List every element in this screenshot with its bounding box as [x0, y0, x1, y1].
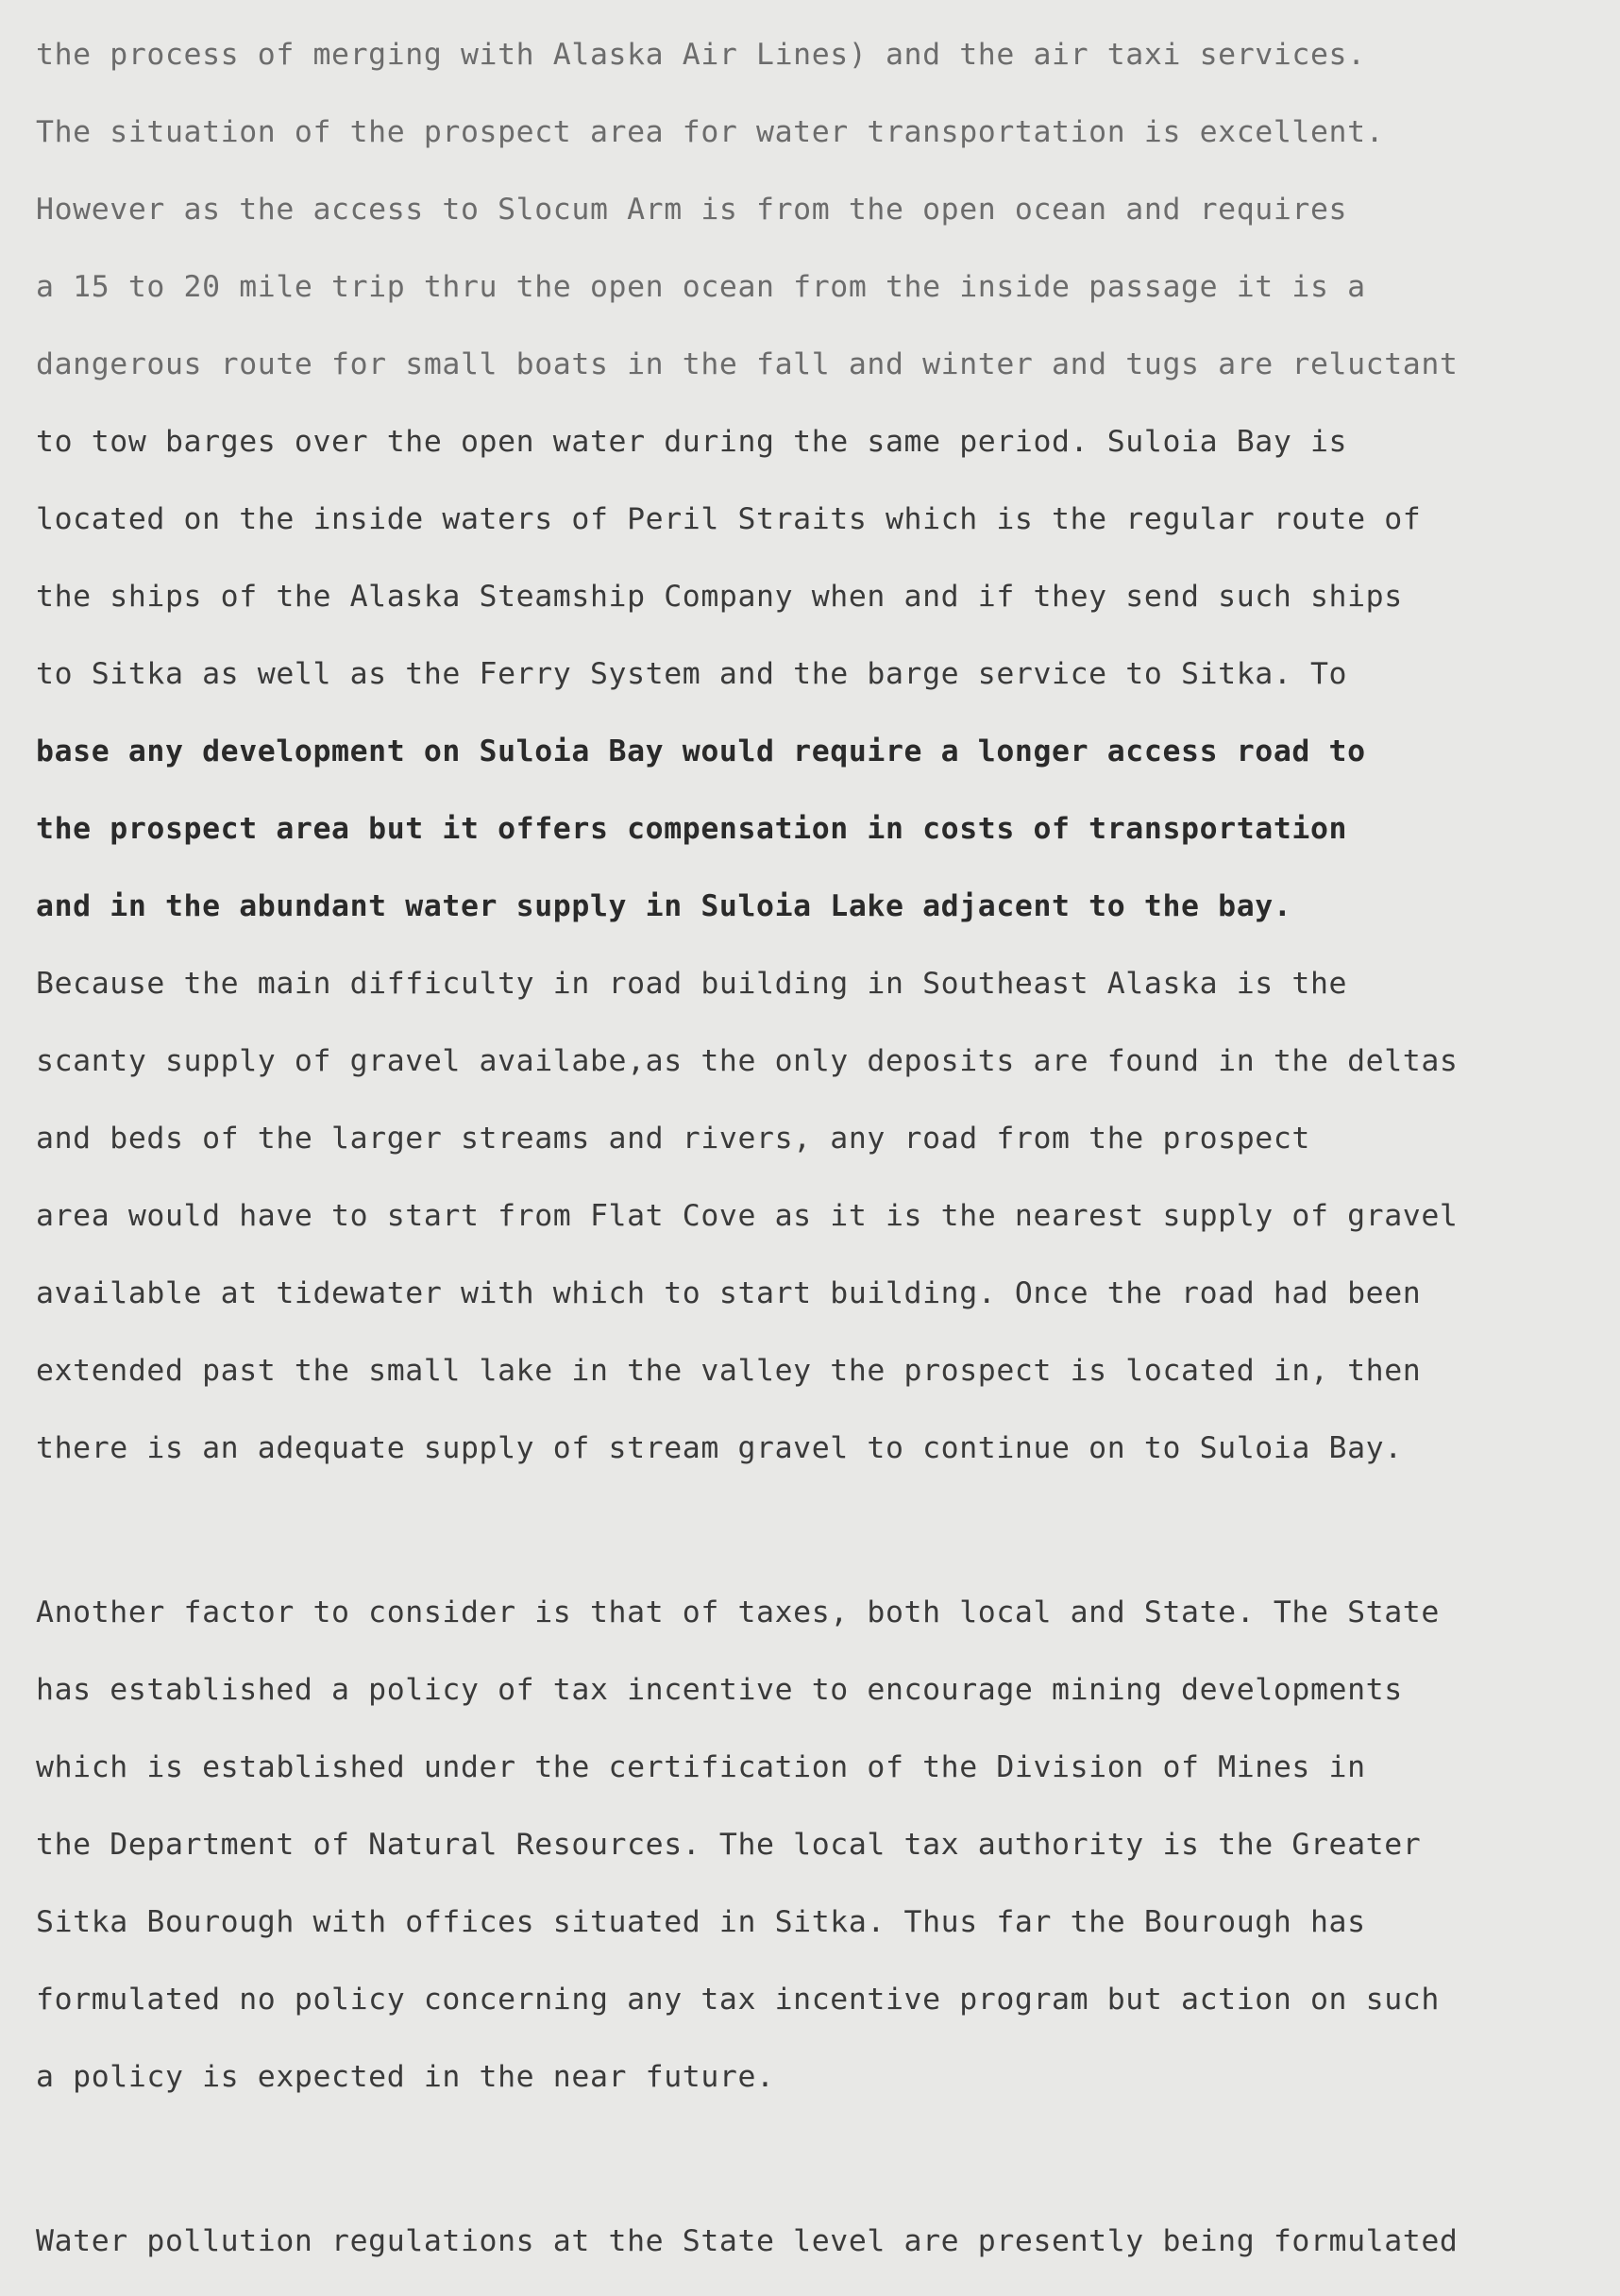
text-line: a policy is expected in the near future. [36, 2060, 775, 2094]
text-line: extended past the small lake in the valley the prospect is located in, then [36, 1354, 1422, 1388]
text-line: dangerous route for small boats in the fall and winter and tugs are reluctant [36, 347, 1459, 381]
text-line: located on the inside waters of Peril Straits which is the regular route of [36, 502, 1422, 536]
text-line: Another factor to consider is that of taxes, both local and State. The State [36, 1595, 1440, 1629]
text-line: area would have to start from Flat Cove as it is the nearest supply of gravel [36, 1199, 1459, 1233]
text-line: base any development on Suloia Bay would require a longer access road to [36, 734, 1366, 768]
text-line: scanty supply of gravel availabe,as the only deposits are found in the deltas [36, 1044, 1459, 1078]
text-line: Because the main difficulty in road building in Southeast Alaska is the [36, 967, 1348, 1001]
text-line: the process of merging with Alaska Air Lines) and the air taxi services. [36, 38, 1366, 72]
text-line: the prospect area but it offers compensation in costs of transportation [36, 812, 1348, 846]
text-line: which is established under the certification of the Division of Mines in [36, 1750, 1366, 1784]
text-line: The situation of the prospect area for water transportation is excellent. [36, 115, 1385, 149]
text-line: there is an adequate supply of stream gravel to continue on to Suloia Bay. [36, 1431, 1403, 1465]
text-line: has established a policy of tax incentive to encourage mining developments [36, 1673, 1403, 1707]
text-line: formulated no policy concerning any tax incentive program but action on such [36, 1983, 1440, 2017]
text-line: Water pollution regulations at the State level are presently being formulated [36, 2224, 1459, 2258]
text-line: the Department of Natural Resources. The local tax authority is the Greater [36, 1828, 1422, 1862]
text-line: available at tidewater with which to start building. Once the road had been [36, 1276, 1422, 1310]
text-line: to tow barges over the open water during the same period. Suloia Bay is [36, 425, 1348, 459]
text-line: the ships of the Alaska Steamship Company when and if they send such ships [36, 580, 1403, 614]
text-line: to Sitka as well as the Ferry System and the barge service to Sitka. To [36, 657, 1348, 691]
text-line: a 15 to 20 mile trip thru the open ocean from the inside passage it is a [36, 270, 1366, 304]
text-line: Sitka Bourough with offices situated in Sitka. Thus far the Bourough has [36, 1905, 1366, 1939]
text-line: and beds of the larger streams and rivers, any road from the prospect [36, 1122, 1310, 1156]
text-line: and in the abundant water supply in Suloia Lake adjacent to the bay. [36, 889, 1292, 923]
text-line: However as the access to Slocum Arm is from the open ocean and requires [36, 193, 1348, 227]
